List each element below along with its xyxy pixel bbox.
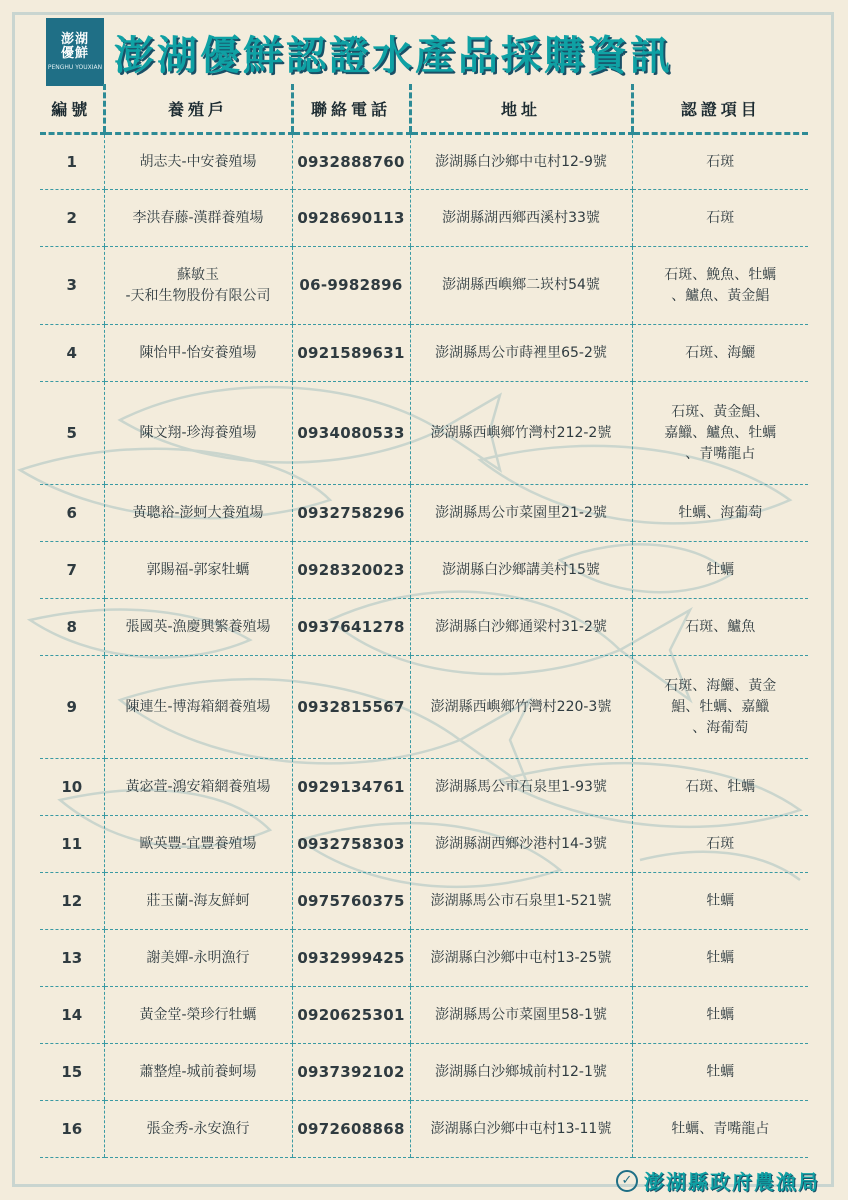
column-header-certification: 認證項目	[632, 84, 808, 134]
address: 澎湖縣馬公市石泉里1-93號	[410, 759, 632, 816]
farm-name-line: 郭賜福-郭家牡蠣	[146, 561, 250, 578]
certified-items	[632, 1101, 808, 1158]
address: 澎湖縣馬公市菜園里21-2號	[410, 485, 632, 542]
farm-name-line: 張金秀-永安漁行	[146, 1120, 250, 1137]
row-number: 14	[40, 987, 104, 1044]
phone-number: 0921589631	[292, 325, 410, 382]
address: 澎湖縣白沙鄉中屯村13-11號	[410, 1101, 632, 1158]
certified-items-line: 牡蠣	[706, 1063, 735, 1080]
farm-name	[104, 1044, 292, 1101]
table-row	[40, 987, 808, 1044]
farm-name	[104, 485, 292, 542]
farm-table-container	[40, 84, 808, 1158]
certified-items-line: 嘉鱲、鱸魚、牡蠣	[664, 424, 777, 441]
farm-name	[104, 1101, 292, 1158]
phone-number: 0937392102	[292, 1044, 410, 1101]
farm-name	[104, 325, 292, 382]
farm-name	[104, 987, 292, 1044]
certified-items-line: 鯧、牡蠣、嘉鱲	[671, 698, 770, 715]
table-row	[40, 382, 808, 485]
row-number: 7	[40, 542, 104, 599]
table-row	[40, 759, 808, 816]
farm-name	[104, 930, 292, 987]
certified-items-line: 、海葡萄	[692, 719, 749, 736]
phone-number: 0975760375	[292, 873, 410, 930]
farm-name	[104, 599, 292, 656]
certified-items-line: 牡蠣	[706, 949, 735, 966]
row-number: 8	[40, 599, 104, 656]
certified-items	[632, 190, 808, 247]
farm-name	[104, 247, 292, 325]
table-row	[40, 1044, 808, 1101]
phone-number: 0932815567	[292, 656, 410, 759]
certified-items-line: 牡蠣、青嘴龍占	[671, 1120, 770, 1137]
certified-items	[632, 987, 808, 1044]
column-header-number: 編號	[40, 84, 104, 134]
row-number: 2	[40, 190, 104, 247]
certified-items-line: 牡蠣	[706, 892, 735, 909]
phone-number: 06-9982896	[292, 247, 410, 325]
table-row	[40, 656, 808, 759]
farm-name	[104, 816, 292, 873]
phone-number: 0928320023	[292, 542, 410, 599]
farm-name-line: 張國英-漁慶興繁養殖場	[125, 618, 271, 635]
farm-name-line: 胡志夫-中安養殖場	[139, 153, 257, 170]
phone-number: 0920625301	[292, 987, 410, 1044]
certified-items	[632, 759, 808, 816]
address: 澎湖縣馬公市蒔裡里65-2號	[410, 325, 632, 382]
certified-items-line: 、鱸魚、黃金鯧	[671, 287, 770, 304]
farm-name-line: 黃宓萱-鴻安箱網養殖場	[125, 778, 271, 795]
farm-name	[104, 382, 292, 485]
farm-name-line: 蘇敏玉	[177, 266, 219, 283]
address: 澎湖縣白沙鄉講美村15號	[410, 542, 632, 599]
address: 澎湖縣白沙鄉中屯村13-25號	[410, 930, 632, 987]
address: 澎湖縣西嶼鄉竹灣村220-3號	[410, 656, 632, 759]
farm-name-line: -天和生物股份有限公司	[125, 287, 271, 304]
table-row	[40, 542, 808, 599]
certified-items-line: 石斑、海鱺	[685, 344, 756, 361]
farm-name-line: 陳怡甲-怡安養殖場	[139, 344, 257, 361]
farm-name-line: 陳連生-博海箱網養殖場	[125, 698, 271, 715]
farm-name-line: 歐英豐-宜豐養殖場	[139, 835, 257, 852]
address: 澎湖縣馬公市石泉里1-521號	[410, 873, 632, 930]
row-number: 16	[40, 1101, 104, 1158]
row-number: 15	[40, 1044, 104, 1101]
phone-number: 0934080533	[292, 382, 410, 485]
certified-items-line: 石斑、牡蠣	[685, 778, 756, 795]
certified-items	[632, 247, 808, 325]
farm-name	[104, 134, 292, 190]
address: 澎湖縣西嶼鄉二崁村54號	[410, 247, 632, 325]
farm-name-line: 蕭整煌-城前養蚵場	[139, 1063, 257, 1080]
certified-items	[632, 134, 808, 190]
phone-number: 0932758296	[292, 485, 410, 542]
certified-items	[632, 382, 808, 485]
certified-items	[632, 816, 808, 873]
table-header-row	[40, 84, 808, 134]
farm-name	[104, 656, 292, 759]
phone-number: 0937641278	[292, 599, 410, 656]
farm-name-line: 陳文翔-珍海養殖場	[139, 424, 257, 441]
address: 澎湖縣馬公市菜園里58-1號	[410, 987, 632, 1044]
row-number: 11	[40, 816, 104, 873]
table-row	[40, 190, 808, 247]
farm-name-line: 莊玉蘭-海友鮮蚵	[146, 892, 250, 909]
page-title: 澎湖優鮮認證水產品採購資訊	[114, 32, 673, 79]
footer-agency-name: 澎湖縣政府農漁局	[644, 1170, 820, 1194]
certified-items-line: 石斑、鮸魚、牡蠣	[664, 266, 777, 283]
address: 澎湖縣白沙鄉中屯村12-9號	[410, 134, 632, 190]
certified-items-line: 石斑	[706, 835, 735, 852]
certified-items	[632, 930, 808, 987]
leaf-icon: ✓	[616, 1170, 638, 1192]
certified-items-line: 石斑	[706, 209, 735, 226]
certified-items	[632, 325, 808, 382]
row-number: 4	[40, 325, 104, 382]
certified-items-line: 石斑、黃金鯧、	[671, 403, 770, 420]
page-header	[40, 16, 820, 84]
certified-items-line: 石斑、鱸魚	[685, 618, 756, 635]
farm-name	[104, 759, 292, 816]
farm-name-line: 黃金堂-榮珍行牡蠣	[139, 1006, 257, 1023]
certified-items	[632, 599, 808, 656]
certified-items	[632, 873, 808, 930]
column-header-phone: 聯絡電話	[292, 84, 410, 134]
phone-number: 0932758303	[292, 816, 410, 873]
certified-items	[632, 1044, 808, 1101]
logo-line-2: 優鮮	[60, 46, 89, 61]
certified-items-line: 石斑、海鱺、黃金	[664, 677, 777, 694]
logo-subtext: PENGHU YOUXIAN	[47, 64, 103, 71]
farm-name	[104, 190, 292, 247]
certified-items-line: 牡蠣	[706, 1006, 735, 1023]
certified-items-line: 、青嘴龍占	[685, 445, 756, 462]
table-row	[40, 1101, 808, 1158]
row-number: 10	[40, 759, 104, 816]
farm-name	[104, 542, 292, 599]
phone-number: 0929134761	[292, 759, 410, 816]
farm-name-line: 黃聰裕-澎蚵大養殖場	[132, 504, 264, 521]
row-number: 6	[40, 485, 104, 542]
certified-items-line: 牡蠣	[706, 561, 735, 578]
page-footer	[616, 1166, 820, 1195]
column-header-address: 地址	[410, 84, 632, 134]
table-row	[40, 485, 808, 542]
row-number: 5	[40, 382, 104, 485]
row-number: 12	[40, 873, 104, 930]
farm-name-line: 謝美嬋-永明漁行	[146, 949, 250, 966]
row-number: 1	[40, 134, 104, 190]
brand-logo	[46, 18, 104, 86]
address: 澎湖縣湖西鄉沙港村14-3號	[410, 816, 632, 873]
farm-name-line: 李洪春藤-漢群養殖場	[132, 209, 264, 226]
logo-line-1: 澎湖	[60, 32, 89, 47]
row-number: 13	[40, 930, 104, 987]
row-number: 9	[40, 656, 104, 759]
address: 澎湖縣白沙鄉通梁村31-2號	[410, 599, 632, 656]
certified-items	[632, 656, 808, 759]
column-header-farm: 養殖戶	[104, 84, 292, 134]
table-row	[40, 873, 808, 930]
phone-number: 0932999425	[292, 930, 410, 987]
table-row	[40, 325, 808, 382]
table-row	[40, 247, 808, 325]
row-number: 3	[40, 247, 104, 325]
certified-items-line: 石斑	[706, 153, 735, 170]
phone-number: 0932888760	[292, 134, 410, 190]
farm-name	[104, 873, 292, 930]
phone-number: 0972608868	[292, 1101, 410, 1158]
table-row	[40, 134, 808, 190]
certified-items	[632, 485, 808, 542]
farm-table	[40, 84, 808, 1158]
certified-items	[632, 542, 808, 599]
phone-number: 0928690113	[292, 190, 410, 247]
address: 澎湖縣西嶼鄉竹灣村212-2號	[410, 382, 632, 485]
address: 澎湖縣湖西鄉西溪村33號	[410, 190, 632, 247]
table-row	[40, 816, 808, 873]
table-row	[40, 599, 808, 656]
address: 澎湖縣白沙鄉城前村12-1號	[410, 1044, 632, 1101]
certified-items-line: 牡蠣、海葡萄	[678, 504, 763, 521]
table-row	[40, 930, 808, 987]
